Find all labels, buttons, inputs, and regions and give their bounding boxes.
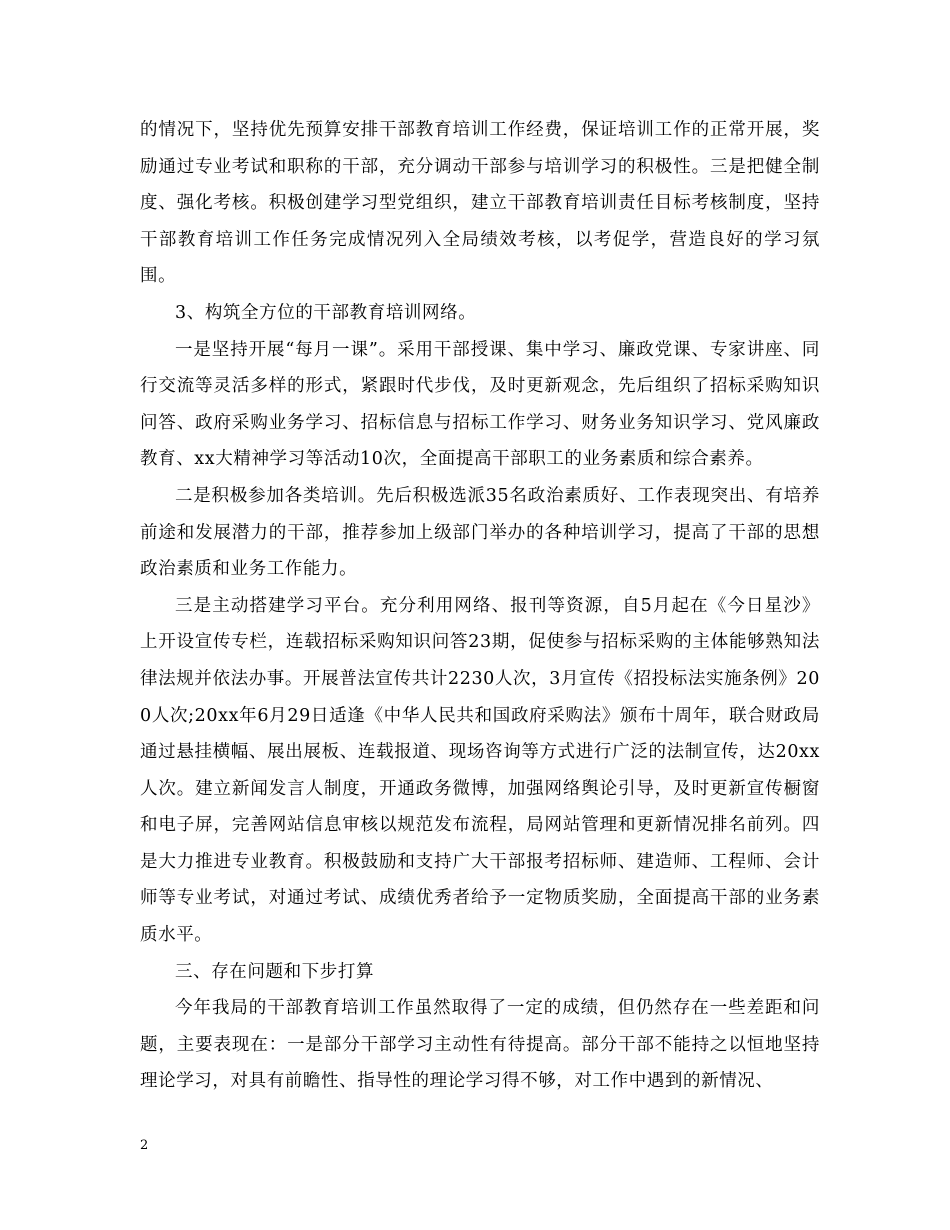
- paragraph-training-participation: 二是积极参加各类培训。先后积极选派35名政治素质好、工作表现突出、有培养前途和发展潜力的干部，推荐参加上级部门举办的各种培训学习，提高了干部的思想政治素质和业务工作能力。: [140, 485, 820, 580]
- page-number: 2: [140, 1138, 149, 1153]
- paragraph-monthly-lesson: 一是坚持开展“每月一课”。采用干部授课、集中学习、廉政党课、专家讲座、同行交流等灵活多样的形式，紧跟时代步伐，及时更新观念，先后组织了招标采购知识问答、政府采购业务学习、招标信息与招标工作学习、财务业务知识学习、党风廉政教育、xx大精神学习等活动10次，全面提高干部职工的业务素质和综合素养。: [140, 339, 820, 470]
- paragraph-problems: 今年我局的干部教育培训工作虽然取得了一定的成绩，但仍然存在一些差距和问题，主要表现在：一是部分干部学习主动性有待提高。部分干部不能持之以恒地坚持理论学习，对具有前瞻性、指导性的理论学习得不够，对工作中遇到的新情况、: [140, 998, 820, 1092]
- paragraph-continuation: 的情况下，坚持优先预算安排干部教育培训工作经费，保证培训工作的正常开展，奖励通过专业考试和职称的干部，充分调动干部参与培训学习的积极性。三是把健全制度、强化考核。积极创建学习型党组织，建立干部教育培训责任目标考核制度，坚持干部教育培训工作任务完成情况列入全局绩效考核，以考促学，营造良好的学习氛围。: [140, 120, 820, 287]
- paragraph-learning-platform: 三是主动搭建学习平台。充分利用网络、报刊等资源，自5月起在《今日星沙》上开设宣传专栏，连载招标采购知识问答23期，促使参与招标采购的主体能够熟知法律法规并依法办事。开展普法宣传共计2230人次，3月宣传《招投标法实施条例》200人次;20xx年6月29日适逢《中华人民共和国政府采购法》颁布十周年，联合财政局通过悬挂横幅、展出展板、连载报道、现场咨询等方式进行广泛的法制宣传，达20xx人次。建立新闻发言人制度，开通政务微博，加强网络舆论引导，及时更新宣传橱窗和电子屏，完善网站信息审核以规范发布流程，局网站管理和更新情况排名前列。四是大力推进专业教育。积极鼓励和支持广大干部报考招标师、建造师、工程师、会计师等专业考试，对通过考试、成绩优秀者给予一定物质奖励，全面提高干部的业务素质水平。: [140, 595, 820, 946]
- document-body: [140, 112, 820, 1100]
- section-heading-training-network: 3、构筑全方位的干部教育培训网络。: [175, 302, 477, 323]
- section-heading-problems-plans: 三、存在问题和下步打算: [175, 961, 375, 982]
